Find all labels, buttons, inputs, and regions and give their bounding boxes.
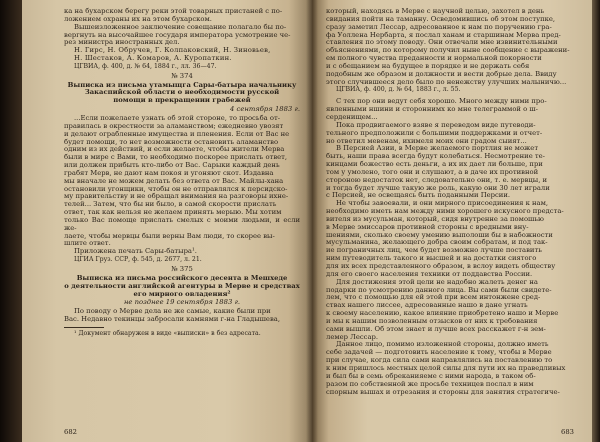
text-line: В Персией Азии, в Мерве желаемого портлия не может bbox=[336, 144, 539, 153]
text-line: ложением охраны их на этом бухарском. bbox=[64, 14, 212, 23]
document-date: 4 сентября 1883 г. bbox=[230, 105, 300, 114]
footnote-divider bbox=[64, 327, 104, 328]
text-line: По поводу о Мерве дела не же самые, какие были при bbox=[74, 307, 271, 316]
text-line: тельного предположили с большими поддержками и отчет- bbox=[326, 128, 543, 137]
text-line: ем полного чувства преданности и нормальной покорности bbox=[326, 54, 542, 63]
text-line: который, находясь в Мерве с научной целью, захотел в день bbox=[326, 7, 545, 15]
text-line: ствах нашего лиссее, адресованные нашо в дане угнать bbox=[326, 301, 528, 310]
archive-reference: ЦГВИА, ф. 400, д. № 64, 1883 г., л. 55. bbox=[336, 86, 461, 94]
text-line: разом по собственной же просьбе техницев послал в ним bbox=[326, 379, 534, 388]
text-line: кинцами божество есть деньги, а их их дает ли больше, при bbox=[326, 160, 543, 169]
footnote: ¹ Документ обнаружен в виде «выписки» в без адресата. bbox=[74, 329, 261, 337]
document-title-line: его мирного овладения² bbox=[133, 289, 231, 298]
archive-reference: ЦГИА Груз. ССР, ф. 545, д. 2677, л. 21. bbox=[74, 256, 202, 264]
text-line: явленными ншини и стороннимх ко мне телеграммой о ш- bbox=[326, 105, 538, 114]
text-line: ...Если пожелаете узнать об этой стороне, то просьба от- bbox=[74, 113, 281, 122]
book-edge-left bbox=[0, 0, 22, 442]
text-line: для его своего населения техники от поддавства России. bbox=[326, 269, 533, 278]
text-line: или должен прибыть кто-либо от Вас. Сарыки каждый день bbox=[64, 161, 280, 170]
document-title-line: помощи в прекращении грабежей bbox=[113, 96, 251, 105]
text-line: мы вначале не можем делать без ответа от Вас. Майлы-хана bbox=[64, 176, 284, 185]
text-line: Вас. Недавно текинцы забросали камнями г-на Гладышева, bbox=[64, 315, 280, 324]
text-line: только Вас помоще прислать смелых с моими людьми, и если же- bbox=[64, 215, 300, 232]
text-line: этого случившееся дело было по ненежству улучших малыничю... bbox=[326, 77, 567, 86]
signature-line: Н. Шестаков, А. Комаров, А. Куропаткин. bbox=[74, 54, 232, 63]
text-line: том у умолено, того они и слушают, а в даче их противной bbox=[326, 167, 539, 176]
document-number: № 375 bbox=[171, 265, 193, 273]
text-line: спорным вышах и отрезания и стороны для занятия стратегиче- bbox=[326, 387, 560, 396]
text-line: му правительству и не обращал внимания на разговоры ихне- bbox=[64, 192, 289, 201]
text-line: будет помощи, то нет возможности остановить аламанство bbox=[64, 137, 279, 146]
text-line: себе задачей — подготовить население к тому, чтобы в Мерве bbox=[326, 348, 552, 357]
text-line: в Мерве эмиссаров противной стороны с вредными вну- bbox=[326, 222, 529, 231]
text-line: остановили угонщики, чтобы он не отправлялся к персидско- bbox=[64, 184, 288, 193]
text-line: при случае, когда сила сами направлялись на поставлению то bbox=[326, 356, 553, 365]
document-title-line: Закаспийской области о необходимости русской bbox=[84, 88, 280, 97]
document-title-line: о деятельности английской агентуры в Мерве и средствах bbox=[64, 281, 300, 290]
archive-reference: ЦГВИА, ф. 400, д. № 64, 1884 г., лл. 36—47. bbox=[74, 62, 217, 70]
right-page bbox=[312, 0, 592, 442]
text-line: но ответил мевенам, ихимеля моих они градом сыият... bbox=[326, 136, 527, 145]
text-line: необходимо иметь нам между ними хорошего искусного предста- bbox=[326, 207, 564, 216]
text-line: лемер Лессар. bbox=[326, 332, 379, 341]
document-title-line: Выписка из письма российского десента в Мешхеде bbox=[76, 273, 288, 282]
text-line: ие пограничных лиц, чем будет возможно лучше поставить bbox=[326, 246, 542, 255]
text-line: ставления по этому поводу. Они отвечали мне извинительными bbox=[326, 38, 558, 47]
text-line: ка на бухарском берегу реки этой товарных пристаней с по- bbox=[64, 7, 283, 15]
text-line: были в мире с Вами, то необходимо поскорее прислать ответ, bbox=[64, 153, 288, 162]
book-gutter bbox=[306, 0, 318, 442]
text-line: шениями, сколько своему умению выполоши бы в набожности bbox=[326, 230, 553, 239]
text-line: одним из их действий, и если желаете, чтобы жители Мерва bbox=[64, 145, 285, 154]
text-line: Не чтобы завоевали, и они мирного присоединения к нам, bbox=[336, 199, 549, 208]
signature-line: Н. Гирс, Н. Обручев, Г. Колпаковский, Н. Зиновьев, bbox=[74, 46, 271, 55]
text-line: шлите ответ. bbox=[64, 239, 111, 248]
page-number: 683 bbox=[561, 428, 574, 437]
text-line: стороною недостаток нет, следовательно они, т. е. мервцы, и bbox=[326, 175, 548, 184]
text-line: мусульманина, желающего добра своим собратам, и под так- bbox=[326, 238, 548, 247]
text-line: и был бы в семь обреканияеме с ними народа, в таком об- bbox=[326, 371, 536, 380]
right-column bbox=[326, 8, 572, 396]
left-column bbox=[64, 8, 300, 338]
text-line: телей... Затем, что бы ни было, в самой скорости прислать bbox=[64, 200, 277, 209]
text-line: к своему населению, какое влияние приобретено нашо и Мерве bbox=[326, 309, 559, 318]
text-line: серденищем... bbox=[326, 112, 378, 121]
left-page bbox=[22, 0, 312, 442]
text-line: подарки по усмотрению данного лица. Вы сами были свидете- bbox=[326, 285, 552, 294]
text-line: и мы к нашим позволенным отзысков от них к требования bbox=[326, 316, 538, 325]
text-line: ним путеводитель такого и высшей и на достатки сиятого bbox=[326, 254, 537, 263]
text-line: вергнуть на высочайшее государя императора усмотрение че- bbox=[64, 30, 291, 39]
text-line: сами вышли. Об этом знает и лучше всех расскажет г-н зем- bbox=[326, 324, 546, 333]
text-line: объяснениями, по которому получил ныне сообщение с выражени- bbox=[326, 46, 570, 55]
text-line: и тогда будет лучше такую же роль, какую они 30 лет играли bbox=[326, 183, 550, 192]
text-line: Для достижения этой цели не надобно жалеть денег на bbox=[336, 277, 538, 286]
text-line: ответ, так как нельзя не желаем принять мерыю. Мы хотим bbox=[64, 208, 282, 217]
page-number: 682 bbox=[64, 428, 77, 437]
text-line: лем, что с помощью для ей этой при всем интонжене сред- bbox=[326, 293, 541, 302]
text-line: подобным же образом и должности и вести добрые дела. Ввиду bbox=[326, 69, 557, 78]
text-line: рез министра иностранных дел. bbox=[64, 38, 180, 47]
seal-note: Приложена печать Сары-батыра¹. bbox=[74, 247, 197, 256]
text-line: фа Уоллена Нербарта, я послал ханам и старшинам Мерва пред- bbox=[326, 30, 561, 39]
text-line: к ним пришлось местных целой силы для пути их на праведливых bbox=[326, 363, 566, 372]
text-line: Данное лицо, помимо изложенной стороны, должно иметь bbox=[336, 340, 549, 349]
text-line: С тех пор они ведут себя хорошо. Много между ними про- bbox=[336, 97, 547, 106]
text-line: Вышеизложенное заключение совещание полагало бы по- bbox=[74, 22, 287, 31]
document-date: не позднее 19 сентября 1883 г. bbox=[123, 298, 241, 307]
document-title-line: Выписка из письма утамыщга Сары-батыра начальнику bbox=[67, 80, 297, 89]
text-line: с Персией, не освещаясь быть поданными Персии. bbox=[326, 191, 511, 200]
text-line: для их всех представленного образом, в вслоу видеть обществу bbox=[326, 262, 556, 270]
book-edge-right bbox=[592, 0, 600, 442]
text-line: грабят Мерв, не дают нам покоя и угоняют скот. Издавна bbox=[64, 168, 274, 177]
text-line: и с обещанием на будущее в порядке и не держать себя bbox=[326, 61, 530, 70]
document-number: № 374 bbox=[171, 71, 193, 80]
text-line: лаете, чтобы мервцы были верны Вам люди, то скорее вы- bbox=[64, 231, 275, 240]
text-line: Пока продвигаемого взяве я переведом виде путеводи- bbox=[336, 120, 536, 129]
text-line: правилась в окрестности за аламанством; ежедневно увозят bbox=[64, 121, 284, 130]
text-line: и делают ограбленные имущества и пленения. Если от Вас не bbox=[64, 129, 290, 138]
text-line: сразу заметил Лессар, адресованное к нам по поручению гра- bbox=[326, 22, 552, 31]
text-line: свидания пойти на таманну. Осведомившись об этом поступке, bbox=[326, 14, 556, 23]
text-line: вителя из мусульман, который, сидя внутренне за помошью bbox=[326, 214, 544, 223]
text-line: быть, наши права всегда будут колебаться. Несмотрение те- bbox=[326, 152, 545, 161]
